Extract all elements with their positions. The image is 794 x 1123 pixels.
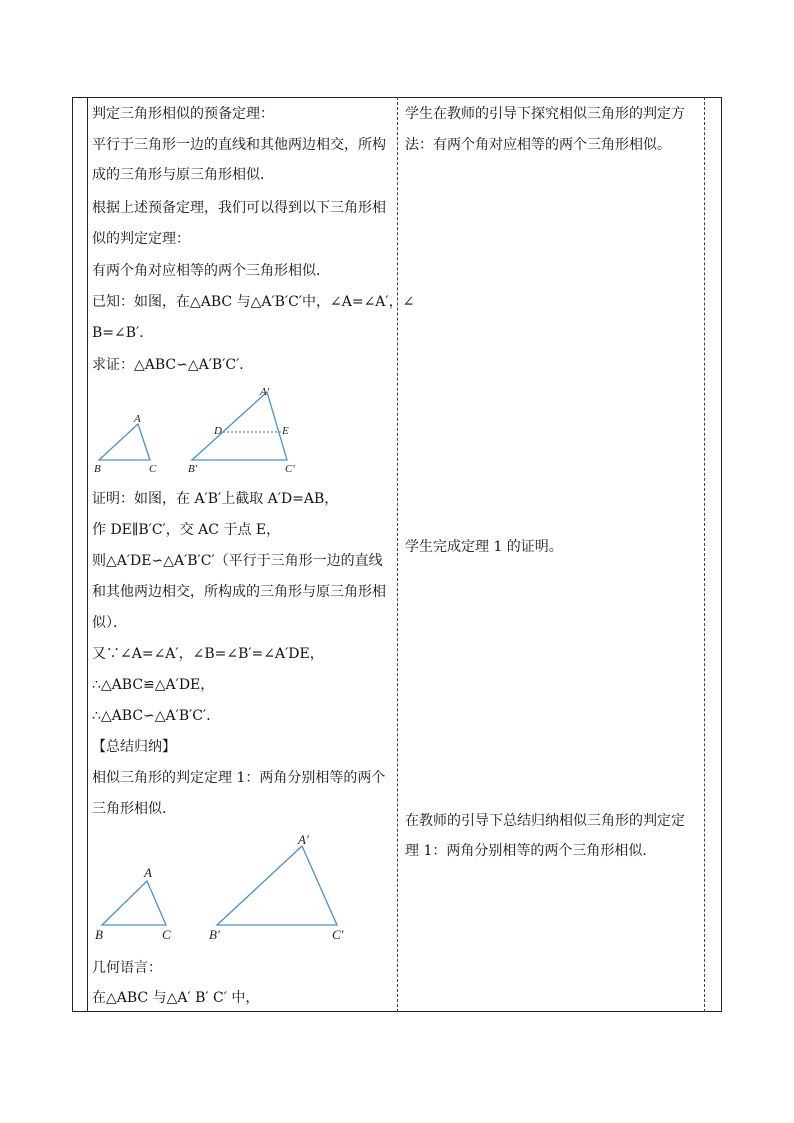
text-line: 理 1：两角分别相等的两个三角形相似．: [405, 843, 657, 859]
text-line: 在教师的引导下总结归纳相似三角形的判定定: [405, 813, 685, 829]
text-line: 在△ABC 与△A′ B′ C′ 中，: [92, 990, 260, 1006]
label-c: C: [162, 927, 171, 942]
text-line: 三角形相似．: [92, 801, 176, 817]
label-a: A: [144, 865, 152, 880]
label-c-prime: C′: [285, 463, 295, 475]
label-b: B: [95, 927, 103, 942]
text-line: 判定三角形相似的预备定理：: [92, 106, 274, 122]
label-e: E: [282, 425, 289, 437]
text-line: 作 DE∥B′C′，交 AC 于点 E，: [92, 522, 281, 538]
text-line: 有两个角对应相等的两个三角形相似．: [92, 263, 330, 279]
right-column-divider: [704, 97, 705, 1012]
triangle-a-prime-b-prime-c-prime: [217, 846, 337, 925]
text-line: 似的判定定理：: [92, 231, 190, 247]
text-line: ∴△ABC∽△A′B′C′．: [92, 708, 221, 724]
triangle-abc-small: [99, 424, 150, 460]
section-heading: 【总结归纳】: [92, 739, 176, 755]
triangle-abc: [102, 881, 166, 925]
text-line: 相似三角形的判定定理 1：两角分别相等的两个: [92, 770, 386, 786]
text-line: 成的三角形与原三角形相似．: [92, 167, 274, 183]
text-line: ∴△ABC≌△A′DE，: [92, 677, 215, 693]
label-a-prime: A′: [260, 386, 270, 398]
text-line: 已知：如图，在△ABC 与△A′B′C′中，∠A=∠A′，∠: [92, 294, 415, 310]
label-b-prime: B′: [209, 927, 220, 942]
text-line: B=∠B′．: [92, 325, 154, 341]
label-b: B: [94, 463, 101, 475]
figure-triangles-2: [92, 832, 362, 947]
figure-triangles-1: [92, 382, 307, 477]
label-c: C: [149, 463, 157, 475]
label-c-prime: C′: [332, 927, 344, 942]
text-line: 法：有两个角对应相等的两个三角形相似。: [405, 137, 671, 153]
label-b-prime: B′: [188, 463, 198, 475]
text-line: 学生在教师的引导下探究相似三角形的判定方: [405, 106, 685, 122]
text-line: 几何语言：: [92, 960, 162, 976]
text-line: 根据上述预备定理，我们可以得到以下三角形相: [92, 200, 386, 216]
left-margin-rule: [87, 97, 88, 1012]
text-line: 则△A′DE∽△A′B′C′（平行于三角形一边的直线: [92, 553, 383, 569]
text-line: 似）．: [92, 615, 127, 631]
text-line: 证明：如图，在 A′B′上截取 A′D=AB，: [92, 491, 339, 507]
triangle-abc-large: [192, 392, 287, 460]
column-divider: [397, 97, 398, 1012]
label-d: D: [214, 425, 222, 437]
text-line: 又∵∠A=∠A′，∠B=∠B′=∠A′DE，: [92, 646, 324, 662]
label-a-prime: A′: [298, 832, 309, 847]
text-line: 求证：△ABC∽△A′B′C′．: [92, 357, 254, 373]
text-line: 学生完成定理 1 的证明。: [405, 539, 563, 555]
label-a: A: [134, 413, 141, 425]
text-line: 平行于三角形一边的直线和其他两边相交，所构: [92, 137, 386, 153]
text-line: 和其他两边相交，所构成的三角形与原三角形相: [92, 584, 386, 600]
